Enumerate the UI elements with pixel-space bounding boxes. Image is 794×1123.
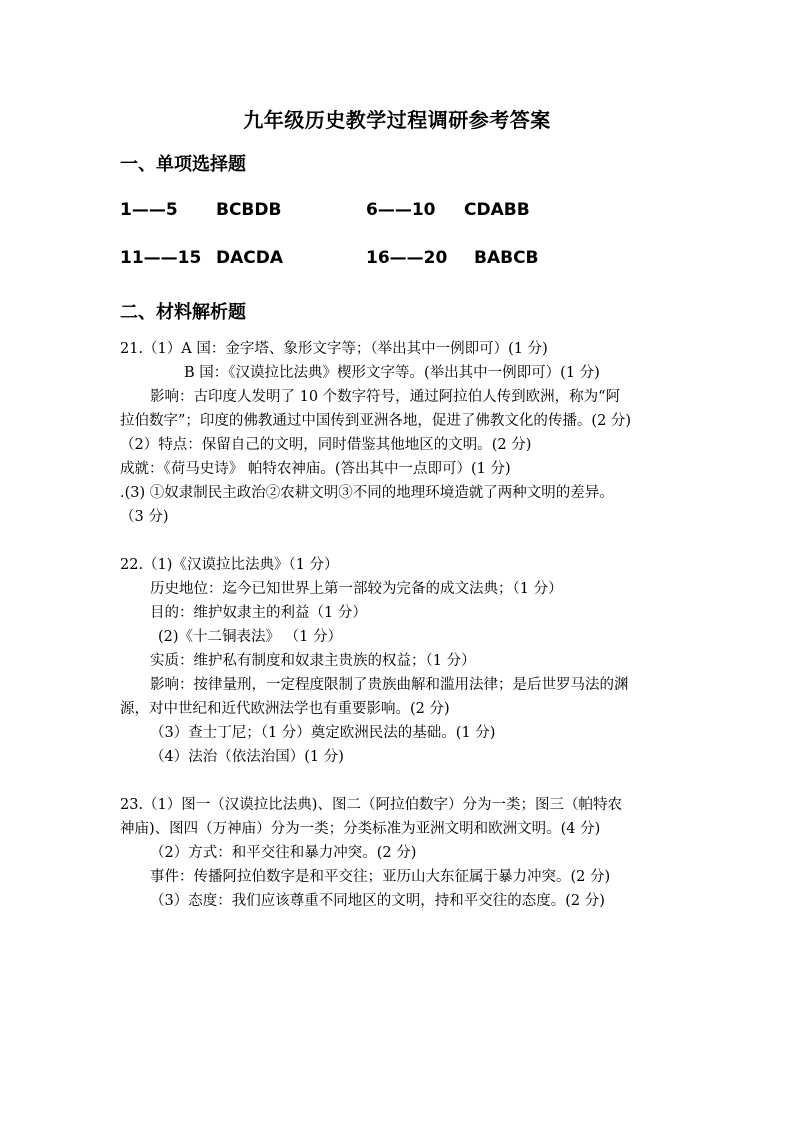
q23-line: 23.（1）图一（汉谟拉比法典)、图二（阿拉伯数字）分为一类；图三（帕特农 [120,797,622,813]
q22-line: 实质：维护私有制度和奴隶主贵族的权益；（1 分） [150,653,476,669]
section-heading-material-analysis: 二、材料解析题 [120,302,246,323]
q22-line: 历史地位：迄今已知世界上第一部较为完备的成文法典；（1 分） [150,581,563,597]
mc-answers: DACDA [216,248,284,268]
mc-answers: CDABB [464,200,530,220]
section-heading-multiple-choice: 一、单项选择题 [120,154,246,175]
q21-line: 拉伯数字”；印度的佛教通过中国传到亚洲各地，促进了佛教文化的传播。(2 分) [120,413,632,429]
q22-line: 影响：按律量刑，一定程度限制了贵族曲解和滥用法律；是后世罗马法的渊 [150,677,629,693]
page-title: 九年级历史教学过程调研参考答案 [243,108,551,132]
q21-line: B 国：《汉谟拉比法典》楔形文字等。(举出其中一例即可）(1 分) [184,365,600,381]
mc-range: 11——15 [120,248,202,268]
mc-answers: BABCB [474,248,539,268]
q21-line: （3 分) [120,509,169,525]
q22-line: 22.（1)《汉谟拉比法典》（1 分） [120,557,339,573]
q22-line: 目的：维护奴隶主的利益（1 分） [150,605,367,621]
q21-line: 影响：古印度人发明了 10 个数字符号，通过阿拉伯人传到欧洲，称为“阿 [150,389,621,405]
mc-answers: BCBDB [216,200,282,220]
q23-line: （3）态度：我们应该尊重不同地区的文明，持和平交往的态度。(2 分) [150,893,605,909]
q22-line: 源，对中世纪和近代欧洲法学也有重要影响。(2 分) [120,701,450,717]
q22-line: （3）查士丁尼；（1 分）奠定欧洲民法的基础。(1 分) [150,725,496,741]
mc-range: 6——10 [366,200,436,220]
q22-line: (2)《十二铜表法》 （1 分） [158,629,342,645]
q23-line: 神庙)、图四（万神庙）分为一类；分类标准为亚洲文明和欧洲文明。(4 分) [120,821,601,837]
q21-line: （2）特点：保留自己的文明，同时借鉴其他地区的文明。(2 分) [120,437,532,453]
q21-line: .(3) ①奴隶制民主政治②农耕文明③不同的地理环境造就了两种文明的差异。 [120,485,614,501]
mc-range: 1——5 [120,200,178,220]
q23-line: （2）方式：和平交往和暴力冲突。(2 分) [150,845,417,861]
q22-line: （4）法治（依法治国）(1 分) [150,749,344,765]
q23-line: 事件：传播阿拉伯数字是和平交往；亚历山大东征属于暴力冲突。(2 分) [150,869,611,885]
mc-range: 16——20 [366,248,448,268]
q21-line: 21.（1）A 国：金字塔、象形文字等；（举出其中一例即可）(1 分) [120,341,548,357]
q21-line: 成就：《荷马史诗》 帕特农神庙。(答出其中一点即可）(1 分) [120,461,511,477]
